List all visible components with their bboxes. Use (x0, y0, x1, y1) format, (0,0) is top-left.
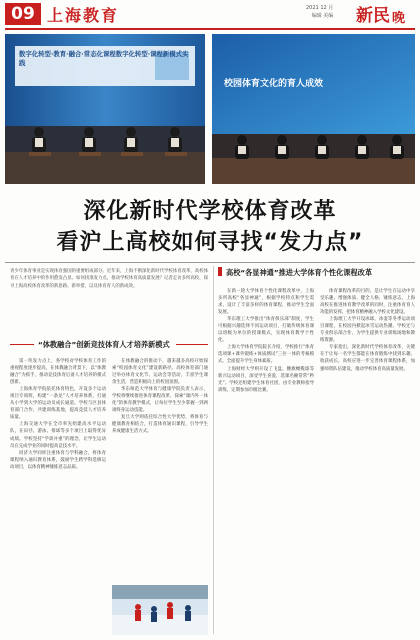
ice-sports-image (112, 585, 208, 635)
photo-ice-sports (112, 585, 208, 635)
paragraph: 在体教融合的推动下，越来越多高校开始探索“校园体育文化”建设新路径。高校体育部门通过举办体育文化节、运动会等活动，丰富学生课余生活，营造积极向上的校园氛围。 (112, 359, 208, 386)
subhead-rule-left (10, 344, 34, 345)
masthead (0, 0, 420, 32)
column-divider (213, 266, 214, 634)
panel-discussion-image (212, 34, 415, 184)
section-title: 上海教育 (47, 6, 120, 25)
banner-caption: 校园体育文化的育人成效 (224, 79, 324, 89)
date-line: 2021 12 月 (306, 5, 334, 11)
headline-line-2: 看沪上高校如何寻找“发力点” (56, 230, 364, 255)
photo-forum-stage (5, 34, 205, 184)
paper-logo-mark (354, 2, 416, 26)
svg-text:晚: 晚 (392, 11, 406, 26)
paragraph: 复旦大学则依托综合性大学优势，将体育与健康教育相结合，打造体育通识课程，引导学生养成健康生活方式。 (112, 415, 208, 435)
article-column-1 (10, 358, 106, 634)
headline-divider (5, 262, 415, 263)
page-number: 09 (5, 3, 41, 25)
svg-text:新民: 新民 (356, 6, 390, 26)
banner-caption: 数字化转型·教育·融合·常态化课程数字化转型·课程新模式实践 (19, 50, 189, 67)
subhead-rule-right (176, 344, 208, 345)
newspaper-logo (354, 2, 416, 26)
main-headline (0, 187, 420, 258)
paragraph: 上海理工大学开设冰球、冰壶等冬季运动项目课程，在校园内掀起冰雪运动热潮。学校还与专业俱乐部合作，为学生提供专业训练场地和教练资源。 (320, 317, 415, 344)
article-column-4 (320, 288, 415, 634)
editor-line: 编辑 美编 (311, 13, 334, 19)
article-column-3 (218, 288, 314, 634)
paragraph: 上海体育学院依托体育特色，开设多个运动项目专项班，构建“一条龙”人才培养体系，打通从小学到大学的运动员成长通道。学校与区县体育部门合作，共建训练基地，提高竞技人才培养质量。 (10, 387, 106, 421)
right-subhead: 高校“各显神通”推进大学体育个性化课程改革 (226, 268, 373, 277)
left-subhead: “体教融合”创新竞技体育人才培养新模式 (38, 340, 170, 349)
article-column-2 (112, 358, 208, 580)
paragraph: 华东师范大学体育与健康学院负责人表示，学校将继续推进体育课程改革，探索“课内外一体化”的体育教学模式，让每位学生至少掌握一到两项终身运动技能。 (112, 387, 208, 414)
paragraph: 在新一轮大学体育个性化课程改革中，上海多所高校“各显神通”，根据学校特点和学生需求，设计了丰富多样的体育课程，推动学生全面发展。 (218, 289, 314, 316)
paragraph: 专家指出，深化新时代学校体育改革，关键在于让每一名学生都能在体育锻炼中找到乐趣、收获成长。高校应进一步完善体育课程体系，加强师资队伍建设，推动学校体育高质量发展。 (320, 345, 415, 372)
photo-panel-discussion (212, 34, 415, 184)
paragraph: 第一块发力点上，各学校对学校体育工作的重视程度逐步提高，在体教融合背景下，以“体教融合”为抓手，推动竞技体育后备人才培养的模式创新。 (10, 359, 106, 386)
paragraph: 华东理工大学推出“体育俱乐部”制度，学生可根据兴趣选择不同运动项目，打破传统体育课以班级为单位的授课模式，实现体育教学个性化。 (218, 317, 314, 344)
paragraph: 体育课程改革的目的，是让学生在运动中享受乐趣、增强体质、健全人格、锤炼意志。上海高校在推进体育教学改革的同时，注重体育育人功能的发挥，把体育精神融入学校文化建设。 (320, 289, 415, 316)
paragraph: 上海交通大学在全市率先组建高水平运动队，在田径、游泳、排球等多个项目上取得优异成绩。学校坚持“学训并重”的理念，让学生运动员在完成学业的同时提高竞技水平。 (10, 422, 106, 449)
masthead-rule (5, 28, 415, 30)
subhead-marker (218, 267, 222, 276)
lead-paragraph: 青少年体育事业是实现体育强国的重要组成部分。近年来，上海不断深化新时代学校体育改革，高校体育在人才培养中的作用愈发凸显。如何找准发力点，推动学校体育高质量发展？记者走访多所高校，探寻上海高校体育改革的新思路、新举措，以及体育育人的新成效。 (10, 269, 208, 289)
date-info (306, 4, 333, 20)
headline-line-1: 深化新时代学校体育改革 (83, 199, 337, 224)
paragraph: 上海大学体育学院院长介绍，学校推行“体育选项课+课外锻炼+体质测试”三位一体的考核模式，全面提升学生身体素质。 (218, 345, 314, 365)
paragraph: 上海财经大学则开设了飞盘、腰旗橄榄球等新兴运动项目，深受学生喜爱，选课名额常常“秒光”。学校还组建学生体育社团，由专业教师指导训练，定期参加市级比赛。 (218, 366, 314, 393)
paragraph: 同济大学同样注重体育与学科融合，将体育课程纳入通识教育体系，鼓励学生跨学科选修运动项目，以体育精神锤炼意志品质。 (10, 450, 106, 470)
